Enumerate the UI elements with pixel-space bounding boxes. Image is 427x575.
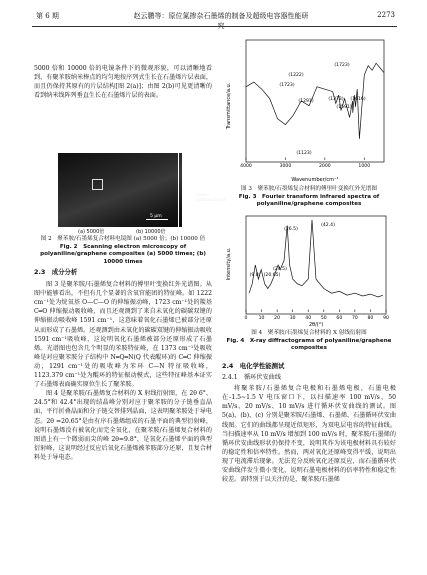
ftir-chart — [224, 36, 394, 186]
peak-label: (1616) — [350, 97, 366, 102]
peak-label: (1291) — [298, 99, 314, 104]
section-heading: 2.4 电化学性能测试 — [222, 362, 285, 370]
x-tick-label: 4000 — [240, 164, 252, 169]
x-tick-label: 3000 — [279, 164, 292, 169]
x-tick-label: 10 — [258, 316, 265, 321]
scale-bar — [146, 219, 168, 220]
peak-label: (1723) — [279, 83, 295, 88]
caption-cn: 图 4 聚苯胺/石墨烯复合材料的 X 射线衍射图 — [251, 330, 367, 336]
panel-label-b: (b) 10000倍 — [136, 229, 166, 235]
plot-frame — [246, 216, 386, 314]
caption-cn: 图 3 聚苯胺/石墨烯复合材料的傅里叶变换红外光谱图 — [241, 186, 377, 192]
figure3-caption — [222, 186, 396, 209]
x-tick-label: 80 — [367, 316, 374, 321]
caption-en: Fig. 2 Scanning electron microscopy of polyaniline/graphene composites (a) 5000 times; (b) 10000 times — [40, 243, 206, 265]
subsection-heading: 2.4.1 循环伏安曲线 — [222, 374, 282, 382]
peak-label: (20.65) — [263, 273, 281, 278]
page-number: 2273 — [377, 11, 395, 19]
peak-label: (42.4) — [321, 223, 335, 228]
paragraph-text: 5000 倍和 10000 倍的电镜条件下的微观形貌，可以清晰地看到，有聚苯胺纳米棒点的均匀地按序列式生长在石墨烯片层表面，而且仍保持其原有的片层结构[图 2(a)]；由图 2(b)可见更清晰的看到纳米线阵列垂直生长在石墨烯片层的表面。 — [34, 65, 212, 100]
x-tick-label: 70 — [351, 316, 358, 321]
x-tick-label: 90 — [383, 316, 389, 321]
electrochem-text — [222, 362, 396, 484]
paragraph-xrd: 图 4 是聚苯胺/石墨烯复合材料的 X 射线衍射图，在 2θ 6°、24.5°和 42.4°出现的结晶峰分别对应于聚苯胺的分子链垂直晶面、平行折叠晶面和分子链交替排列晶面，这表明聚苯胺处于导电态。2θ =20.65°是由有序石墨烯组成的石墨平面的典型衍射峰，说明石墨烯没有被氧化而完全氧化，在聚苯胺/石墨烯复合材料的图谱上有一个微弱而尖的峰 2θ=9.8°，是氧化石墨烯平面的典型衍射峰，这说明经过反应后氧化石墨烯被苯胺部分还原，且复合材料处于导电态。 — [34, 390, 212, 461]
peak-labels — [250, 222, 336, 278]
peak-label: (1591) — [336, 105, 352, 110]
figure2-caption — [34, 236, 212, 266]
y-axis-label: Transmittance/a.u. — [226, 82, 232, 130]
x-tick-label: 1000 — [358, 164, 371, 169]
x-tick-label: 50 — [320, 316, 327, 321]
xrd-series-line — [249, 220, 383, 297]
x-axis-label: Wavenumber/cm⁻¹ — [291, 177, 339, 183]
xrd-chart — [224, 212, 394, 328]
paragraph-ftir: 图 3 是聚苯胺/石墨烯复合材料的傅里叶变换红外光谱图。从图中能够看出，不但有几个显著的含氧官能团的特征峰。如 1222 cm⁻¹处为烷氧基 O—C—O 的伸缩振动峰，1723 cm⁻¹处的羰基 C═O 伸缩振动吸收峰，而且还观测到了来自未氧化的碳碳双键的伸缩振动吸收峰 1591 cm⁻¹，这意味着氧化石墨烯已被部分还原从而形成了石墨烯。还观测到由未氧化的碳碳双键的伸缩振动吸收 1591 cm⁻¹吸收峰，这说明氧化石墨烯被部分还原形成了石墨烯。光谱图也包含几个明显的苯胺特征峰，在 1373 cm⁻¹处吸收峰是对应聚苯胺分子结构中 N═Q═N(Q 代表醌环)的 C═C 伸缩振动，1291 cm⁻¹处的吸收峰为苯环 C—N 特征吸收峰，1123.379 cm⁻¹处为醌环的特征振动模式，这些特征峰基本证实了石墨烯表面确实原位生长了聚苯胺。 — [34, 281, 212, 389]
caption-en: Fig. 3 Fourier transform infrared spectra of polyaniline/graphene composites — [238, 193, 380, 208]
section-heading: 2.3 成分分析 — [34, 268, 78, 276]
peak-label: (26.5) — [284, 227, 298, 232]
paragraph-cv: 将聚苯胺/石墨烯复合电极和石墨烯电极，石墨电极在-1.5~1.5 V 电压窗口下，以扫描速率 100 mV/s、50 mV/s、20 mV/s、10 mV/s 进行循环伏安曲线的测试。图 5(a)、(b)、(c) 分别是聚苯胺/石墨烯、石墨烯、石墨循环伏安曲线图。它们的曲线都呈现近似矩形，为双电层电容的特征曲线。当扫描速率从 10 mV/s 增加到 100 mV/s 时，聚苯胺/石墨烯的循环伏安曲线形状仍保持不变，说明其作为该电极材料具有较好的稳定性和倍率特性。然而，两对氧化还原峰变得平缓，说明出现了电流滞后现象。无法充分反映氧化还原反应，而石墨循环伏安曲线伴发生微小变化，说明石墨电极材料的倍率特性和稳定性较差。需特别于以关注的是，聚苯胺/石墨烯 — [222, 385, 396, 484]
x-ticks — [245, 310, 389, 322]
figure4-caption — [222, 330, 396, 353]
x-tick-label: 40 — [305, 316, 312, 321]
x-axis-label: 2θ/(°) — [308, 322, 324, 328]
x-tick-label: 30 — [289, 316, 296, 321]
x-ticks — [240, 158, 370, 170]
peak-label: (1222) — [288, 73, 304, 78]
scale-label: 5 μm — [150, 214, 162, 219]
running-header — [0, 8, 427, 30]
caption-en: Fig. 4 X-ray diffractograms of polyaniline/graphene composites — [226, 337, 392, 352]
peak-label: (1723) — [334, 63, 350, 68]
composition-analysis-text — [34, 268, 212, 462]
x-tick-label: 60 — [336, 316, 343, 321]
peak-label: (24.5) — [273, 267, 287, 272]
peak-label: (9.8) — [249, 273, 261, 278]
caption-cn: 图 2 聚苯胺/石墨烯复合材料电镜图 (a) 5000 倍；(b) 10000 倍 — [40, 236, 206, 242]
y-axis-label: Intensity/a.u. — [226, 247, 232, 281]
paragraph-sem — [34, 64, 212, 100]
zoom-box — [92, 179, 103, 190]
sem-annotation: nano-embossment — [196, 193, 226, 203]
running-title: 赵云鹏等：原位氮掺杂石墨烯的制备及超级电容器性能研究 — [133, 12, 309, 30]
sem-image — [58, 153, 241, 227]
scale-label-b: 1 μm — [233, 209, 241, 219]
header-rule — [32, 26, 397, 27]
panel-divider — [178, 153, 179, 227]
panel-label-a: (a) 5000倍 — [78, 229, 105, 235]
peak-label: (1373) — [328, 97, 344, 102]
issue-number: 第 6 期 — [36, 12, 59, 20]
x-tick-label: 20 — [274, 316, 281, 321]
peak-label: (1123) — [296, 151, 312, 156]
x-tick-label: 0 — [244, 316, 248, 321]
x-tick-label: 2000 — [319, 164, 331, 169]
